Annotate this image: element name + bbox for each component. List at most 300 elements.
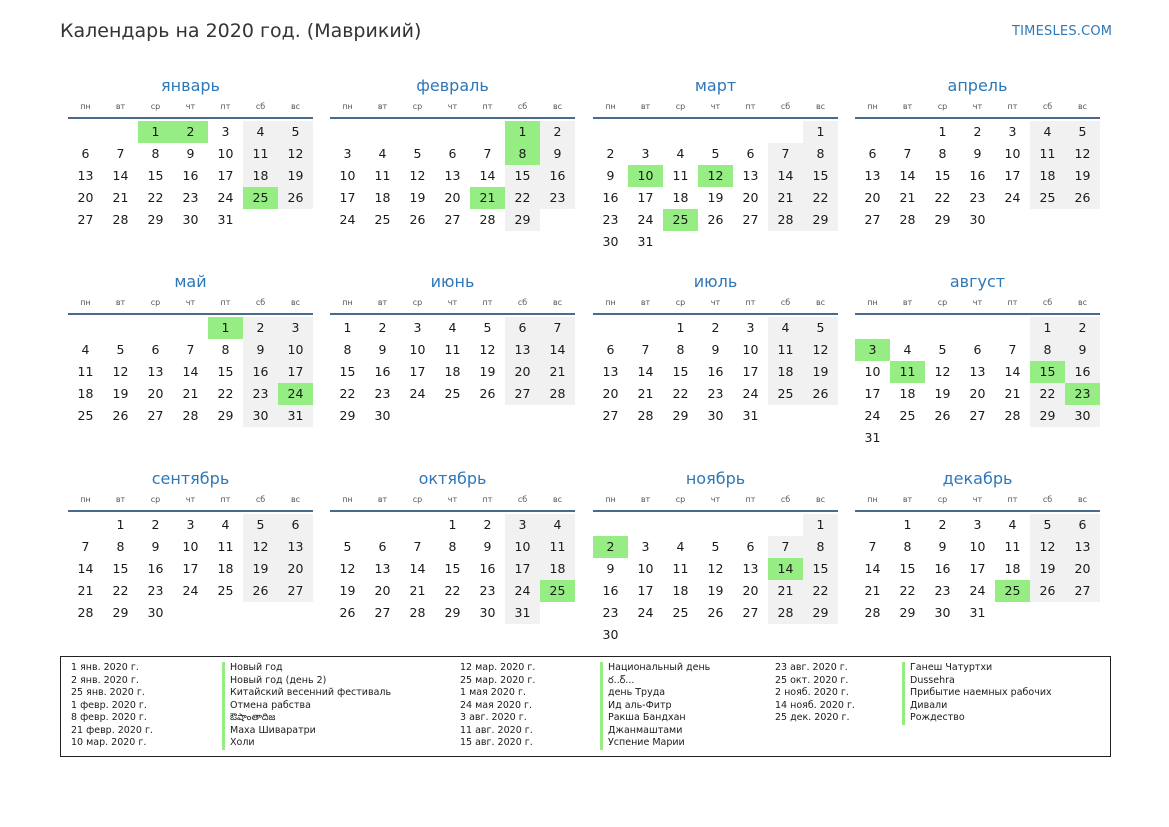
day-cell: 26 bbox=[1065, 187, 1100, 209]
day-cell: 11 bbox=[444, 342, 461, 357]
empty-cell bbox=[733, 121, 768, 143]
weekday-label: вс bbox=[815, 298, 826, 307]
days-grid bbox=[330, 514, 575, 624]
weekday-header bbox=[855, 298, 1100, 313]
month-7 bbox=[593, 270, 838, 427]
day-cell: 26 bbox=[1030, 580, 1065, 602]
weekday-label: сб bbox=[255, 298, 266, 307]
day-cell: 16 bbox=[602, 583, 619, 598]
day-cell: 2 bbox=[540, 121, 575, 143]
day-cell: 18 bbox=[672, 190, 689, 205]
day-cell: 10 bbox=[1004, 146, 1021, 161]
day-cell: 20 bbox=[444, 190, 461, 205]
holiday-names-column-3 bbox=[902, 662, 1052, 725]
day-cell: 24 bbox=[409, 386, 426, 401]
holiday-day-cell: 2 bbox=[593, 536, 628, 558]
weekday-label: вт bbox=[115, 495, 126, 504]
month-divider bbox=[68, 313, 313, 315]
day-cell: 25 bbox=[768, 383, 803, 405]
day-cell: 10 bbox=[339, 168, 356, 183]
holiday-day-cell: 12 bbox=[698, 165, 733, 187]
day-cell: 9 bbox=[243, 339, 278, 361]
weekday-label: ср bbox=[150, 495, 161, 504]
day-cell: 5 bbox=[343, 539, 352, 554]
weekday-label: чт bbox=[185, 495, 196, 504]
holiday-day-cell: 25 bbox=[995, 580, 1030, 602]
weekday-label: вс bbox=[290, 298, 301, 307]
day-cell: 29 bbox=[934, 212, 951, 227]
day-cell: 26 bbox=[339, 605, 356, 620]
day-cell: 21 bbox=[1004, 386, 1021, 401]
day-cell: 28 bbox=[1004, 408, 1021, 423]
holiday-day-cell: 11 bbox=[890, 361, 925, 383]
weekday-label: сб bbox=[1042, 495, 1053, 504]
weekday-label: вт bbox=[640, 298, 651, 307]
day-cell: 12 bbox=[1030, 536, 1065, 558]
day-cell: 11 bbox=[77, 364, 94, 379]
month-name: март bbox=[694, 76, 737, 95]
holiday-day-cell: 2 bbox=[173, 121, 208, 143]
holiday-name: день Труда bbox=[600, 687, 710, 700]
weekday-label: сб bbox=[255, 102, 266, 111]
day-cell: 8 bbox=[803, 143, 838, 165]
day-cell: 14 bbox=[864, 561, 881, 576]
weekday-label: сб bbox=[780, 102, 791, 111]
weekday-header bbox=[593, 102, 838, 117]
day-cell: 20 bbox=[278, 558, 313, 580]
weekday-label: ср bbox=[937, 102, 948, 111]
day-cell: 13 bbox=[742, 561, 759, 576]
day-cell: 30 bbox=[934, 605, 951, 620]
day-cell: 3 bbox=[186, 517, 195, 532]
weekday-label: пт bbox=[745, 495, 756, 504]
weekday-label: ср bbox=[937, 298, 948, 307]
empty-cell bbox=[68, 514, 103, 536]
day-cell: 29 bbox=[1030, 405, 1065, 427]
day-cell: 4 bbox=[768, 317, 803, 339]
day-cell: 10 bbox=[278, 339, 313, 361]
day-cell: 16 bbox=[540, 165, 575, 187]
day-cell: 2 bbox=[606, 146, 615, 161]
weekday-label: ср bbox=[412, 102, 423, 111]
day-cell: 18 bbox=[77, 386, 94, 401]
day-cell: 21 bbox=[899, 190, 916, 205]
month-9 bbox=[68, 467, 313, 624]
day-cell: 11 bbox=[374, 168, 391, 183]
day-cell: 5 bbox=[1065, 121, 1100, 143]
day-cell: 1 bbox=[803, 121, 838, 143]
day-cell: 7 bbox=[81, 539, 90, 554]
day-cell: 8 bbox=[676, 342, 685, 357]
day-cell: 31 bbox=[505, 602, 540, 624]
weekday-label: чт bbox=[710, 495, 721, 504]
weekday-label: ср bbox=[150, 102, 161, 111]
day-cell: 9 bbox=[606, 168, 615, 183]
month-divider bbox=[855, 313, 1100, 315]
day-cell: 17 bbox=[969, 561, 986, 576]
month-12 bbox=[855, 467, 1100, 624]
weekday-label: пт bbox=[1007, 102, 1018, 111]
month-divider bbox=[330, 510, 575, 512]
day-cell: 3 bbox=[973, 517, 982, 532]
empty-cell bbox=[733, 514, 768, 536]
brand-link[interactable]: TIMESLES.COM bbox=[1012, 24, 1113, 39]
holiday-name: Прибытие наемных рабочих bbox=[902, 687, 1052, 700]
month-divider bbox=[330, 313, 575, 315]
day-cell: 6 bbox=[973, 342, 982, 357]
day-cell: 28 bbox=[637, 408, 654, 423]
day-cell: 7 bbox=[641, 342, 650, 357]
day-cell: 7 bbox=[116, 146, 125, 161]
day-cell: 26 bbox=[278, 187, 313, 209]
weekday-label: пн bbox=[342, 495, 353, 504]
day-cell: 31 bbox=[742, 408, 759, 423]
day-cell: 25 bbox=[217, 583, 234, 598]
day-cell: 10 bbox=[182, 539, 199, 554]
weekday-label: пт bbox=[745, 298, 756, 307]
weekday-label: вт bbox=[115, 102, 126, 111]
month-3 bbox=[593, 74, 838, 253]
day-cell: 17 bbox=[182, 561, 199, 576]
weekday-label: вс bbox=[290, 102, 301, 111]
day-cell: 27 bbox=[742, 212, 759, 227]
day-cell: 23 bbox=[707, 386, 724, 401]
holiday-names-column-2 bbox=[600, 662, 710, 750]
day-cell: 9 bbox=[1065, 339, 1100, 361]
day-cell: 4 bbox=[903, 342, 912, 357]
weekday-label: вс bbox=[815, 495, 826, 504]
day-cell: 12 bbox=[112, 364, 129, 379]
month-11 bbox=[593, 467, 838, 646]
day-cell: 19 bbox=[1065, 165, 1100, 187]
weekday-label: чт bbox=[710, 298, 721, 307]
day-cell: 4 bbox=[676, 539, 685, 554]
weekday-label: вс bbox=[1077, 495, 1088, 504]
day-cell: 31 bbox=[864, 430, 881, 445]
day-cell: 14 bbox=[112, 168, 129, 183]
day-cell: 30 bbox=[602, 627, 619, 642]
day-cell: 4 bbox=[1030, 121, 1065, 143]
holiday-date: 12 мар. 2020 г. bbox=[460, 662, 536, 673]
day-cell: 4 bbox=[540, 514, 575, 536]
weekday-label: пт bbox=[745, 102, 756, 111]
day-cell: 18 bbox=[540, 558, 575, 580]
day-cell: 6 bbox=[746, 539, 755, 554]
day-cell: 22 bbox=[803, 187, 838, 209]
day-cell: 19 bbox=[707, 583, 724, 598]
weekday-label: ср bbox=[412, 298, 423, 307]
day-cell: 20 bbox=[864, 190, 881, 205]
day-cell: 30 bbox=[479, 605, 496, 620]
day-cell: 22 bbox=[444, 583, 461, 598]
day-cell: 28 bbox=[182, 408, 199, 423]
day-cell: 8 bbox=[151, 146, 160, 161]
day-cell: 2 bbox=[1065, 317, 1100, 339]
day-cell: 15 bbox=[112, 561, 129, 576]
day-cell: 22 bbox=[112, 583, 129, 598]
month-divider bbox=[593, 117, 838, 119]
empty-cell bbox=[593, 121, 628, 143]
day-cell: 6 bbox=[746, 146, 755, 161]
day-cell: 1 bbox=[116, 517, 125, 532]
day-cell: 7 bbox=[540, 317, 575, 339]
holiday-name: Dussehra bbox=[902, 675, 1052, 688]
day-cell: 18 bbox=[1030, 165, 1065, 187]
weekday-label: вс bbox=[552, 495, 563, 504]
day-cell: 24 bbox=[637, 212, 654, 227]
day-cell: 23 bbox=[374, 386, 391, 401]
holiday-day-cell: 25 bbox=[540, 580, 575, 602]
day-cell: 14 bbox=[899, 168, 916, 183]
day-cell: 20 bbox=[969, 386, 986, 401]
day-cell: 3 bbox=[746, 320, 755, 335]
weekday-label: пт bbox=[220, 495, 231, 504]
day-cell: 13 bbox=[742, 168, 759, 183]
day-cell: 5 bbox=[483, 320, 492, 335]
day-cell: 10 bbox=[969, 539, 986, 554]
month-name: август bbox=[949, 272, 1006, 291]
holiday-date: 23 авг. 2020 г. bbox=[775, 662, 848, 673]
month-divider bbox=[855, 510, 1100, 512]
weekday-label: пт bbox=[220, 298, 231, 307]
day-cell: 23 bbox=[602, 212, 619, 227]
day-cell: 5 bbox=[711, 539, 720, 554]
day-cell: 30 bbox=[182, 212, 199, 227]
weekday-label: чт bbox=[972, 495, 983, 504]
holiday-name: Дивали bbox=[902, 700, 1052, 713]
holiday-name: Китайский весенний фестиваль bbox=[222, 687, 391, 700]
days-grid bbox=[855, 514, 1100, 624]
day-cell: 18 bbox=[1004, 561, 1021, 576]
weekday-label: чт bbox=[972, 298, 983, 307]
empty-cell bbox=[330, 514, 365, 536]
weekday-header bbox=[330, 495, 575, 510]
day-cell: 31 bbox=[217, 212, 234, 227]
weekday-label: чт bbox=[185, 102, 196, 111]
day-cell: 18 bbox=[374, 190, 391, 205]
weekday-header bbox=[330, 102, 575, 117]
day-cell: 14 bbox=[1004, 364, 1021, 379]
day-cell: 16 bbox=[479, 561, 496, 576]
day-cell: 13 bbox=[444, 168, 461, 183]
holiday-date: 25 дек. 2020 г. bbox=[775, 712, 850, 723]
weekday-label: чт bbox=[447, 102, 458, 111]
holiday-name: Новый год bbox=[222, 662, 391, 675]
day-cell: 21 bbox=[112, 190, 129, 205]
day-cell: 3 bbox=[413, 320, 422, 335]
day-cell: 15 bbox=[339, 364, 356, 379]
day-cell: 26 bbox=[707, 212, 724, 227]
day-cell: 6 bbox=[1065, 514, 1100, 536]
weekday-header bbox=[593, 298, 838, 313]
day-cell: 30 bbox=[243, 405, 278, 427]
day-cell: 28 bbox=[409, 605, 426, 620]
day-cell: 15 bbox=[147, 168, 164, 183]
day-cell: 15 bbox=[899, 561, 916, 576]
weekday-label: пн bbox=[80, 102, 91, 111]
day-cell: 22 bbox=[217, 386, 234, 401]
day-cell: 4 bbox=[1008, 517, 1017, 532]
day-cell: 21 bbox=[768, 187, 803, 209]
day-cell: 24 bbox=[742, 386, 759, 401]
weekday-label: вт bbox=[115, 298, 126, 307]
holiday-name: Рождество bbox=[902, 712, 1052, 725]
weekday-label: вт bbox=[640, 102, 651, 111]
weekday-label: пн bbox=[605, 102, 616, 111]
empty-cell bbox=[925, 317, 960, 339]
day-cell: 12 bbox=[707, 561, 724, 576]
day-cell: 21 bbox=[864, 583, 881, 598]
day-cell: 29 bbox=[339, 408, 356, 423]
day-cell: 4 bbox=[221, 517, 230, 532]
day-cell: 19 bbox=[112, 386, 129, 401]
day-cell: 27 bbox=[864, 212, 881, 227]
day-cell: 22 bbox=[505, 187, 540, 209]
day-cell: 5 bbox=[1030, 514, 1065, 536]
weekday-label: вт bbox=[377, 495, 388, 504]
day-cell: 7 bbox=[868, 539, 877, 554]
day-cell: 16 bbox=[707, 364, 724, 379]
day-cell: 29 bbox=[505, 209, 540, 231]
holiday-day-cell: 25 bbox=[243, 187, 278, 209]
day-cell: 10 bbox=[409, 342, 426, 357]
empty-cell bbox=[173, 317, 208, 339]
day-cell: 27 bbox=[147, 408, 164, 423]
day-cell: 24 bbox=[1004, 190, 1021, 205]
day-cell: 1 bbox=[1030, 317, 1065, 339]
day-cell: 5 bbox=[938, 342, 947, 357]
day-cell: 12 bbox=[409, 168, 426, 183]
day-cell: 29 bbox=[147, 212, 164, 227]
holiday-date: 1 февр. 2020 г. bbox=[71, 699, 147, 711]
month-6 bbox=[330, 270, 575, 427]
day-cell: 4 bbox=[81, 342, 90, 357]
day-cell: 6 bbox=[505, 317, 540, 339]
day-cell: 29 bbox=[217, 408, 234, 423]
empty-cell bbox=[400, 121, 435, 143]
day-cell: 27 bbox=[505, 383, 540, 405]
month-5 bbox=[68, 270, 313, 427]
page-title: Календарь на 2020 год. (Маврикий) bbox=[60, 20, 422, 42]
day-cell: 1 bbox=[676, 320, 685, 335]
weekday-label: сб bbox=[1042, 102, 1053, 111]
holiday-day-cell: 8 bbox=[505, 143, 540, 165]
day-cell: 24 bbox=[505, 580, 540, 602]
weekday-label: пн bbox=[867, 102, 878, 111]
days-grid bbox=[593, 121, 838, 253]
day-cell: 9 bbox=[938, 539, 947, 554]
day-cell: 21 bbox=[77, 583, 94, 598]
month-divider bbox=[855, 117, 1100, 119]
day-cell: 22 bbox=[672, 386, 689, 401]
day-cell: 11 bbox=[217, 539, 234, 554]
day-cell: 19 bbox=[243, 558, 278, 580]
day-cell: 2 bbox=[711, 320, 720, 335]
holiday-name: ఔషాంతాదిజ bbox=[222, 712, 391, 725]
day-cell: 20 bbox=[505, 361, 540, 383]
day-cell: 29 bbox=[444, 605, 461, 620]
month-name: ноябрь bbox=[685, 469, 746, 488]
day-cell: 29 bbox=[672, 408, 689, 423]
day-cell: 30 bbox=[147, 605, 164, 620]
day-cell: 23 bbox=[602, 605, 619, 620]
weekday-label: вт bbox=[902, 102, 913, 111]
day-cell: 18 bbox=[768, 361, 803, 383]
weekday-label: чт bbox=[710, 102, 721, 111]
day-cell: 21 bbox=[637, 386, 654, 401]
day-cell: 11 bbox=[1004, 539, 1021, 554]
day-cell: 3 bbox=[641, 539, 650, 554]
holiday-name: Новый год (день 2) bbox=[222, 675, 391, 688]
day-cell: 24 bbox=[637, 605, 654, 620]
empty-cell bbox=[400, 514, 435, 536]
day-cell: 6 bbox=[278, 514, 313, 536]
weekday-label: пн bbox=[342, 298, 353, 307]
day-cell: 10 bbox=[742, 342, 759, 357]
day-cell: 3 bbox=[1008, 124, 1017, 139]
holiday-date: 21 февр. 2020 г. bbox=[71, 724, 153, 736]
weekday-label: ср bbox=[937, 495, 948, 504]
day-cell: 1 bbox=[938, 124, 947, 139]
weekday-label: пт bbox=[1007, 495, 1018, 504]
day-cell: 1 bbox=[448, 517, 457, 532]
holiday-name: Успение Марии bbox=[600, 737, 710, 750]
day-cell: 12 bbox=[1065, 143, 1100, 165]
day-cell: 11 bbox=[672, 168, 689, 183]
day-cell: 29 bbox=[112, 605, 129, 620]
day-cell: 10 bbox=[217, 146, 234, 161]
empty-cell bbox=[628, 514, 663, 536]
holiday-date: 2 янв. 2020 г. bbox=[71, 674, 139, 686]
day-cell: 19 bbox=[1030, 558, 1065, 580]
day-cell: 19 bbox=[934, 386, 951, 401]
day-cell: 27 bbox=[278, 580, 313, 602]
day-cell: 8 bbox=[343, 342, 352, 357]
holiday-dates-column-1 bbox=[71, 662, 153, 750]
weekday-label: пн bbox=[867, 298, 878, 307]
weekday-label: чт bbox=[185, 298, 196, 307]
day-cell: 27 bbox=[77, 212, 94, 227]
day-cell: 13 bbox=[374, 561, 391, 576]
weekday-label: пн bbox=[605, 495, 616, 504]
day-cell: 14 bbox=[637, 364, 654, 379]
day-cell: 11 bbox=[768, 339, 803, 361]
day-cell: 22 bbox=[147, 190, 164, 205]
day-cell: 18 bbox=[217, 561, 234, 576]
day-cell: 8 bbox=[448, 539, 457, 554]
weekday-header bbox=[68, 102, 313, 117]
day-cell: 15 bbox=[444, 561, 461, 576]
day-cell: 9 bbox=[151, 539, 160, 554]
days-grid bbox=[68, 121, 313, 231]
weekday-label: сб bbox=[1042, 298, 1053, 307]
day-cell: 19 bbox=[409, 190, 426, 205]
weekday-label: сб bbox=[517, 102, 528, 111]
day-cell: 20 bbox=[742, 190, 759, 205]
days-grid bbox=[68, 514, 313, 624]
empty-cell bbox=[890, 121, 925, 143]
empty-cell bbox=[855, 121, 890, 143]
holiday-day-cell: 3 bbox=[855, 339, 890, 361]
day-cell: 13 bbox=[278, 536, 313, 558]
month-10 bbox=[330, 467, 575, 624]
day-cell: 15 bbox=[505, 165, 540, 187]
weekday-label: вт bbox=[902, 298, 913, 307]
holiday-names-column-1 bbox=[222, 662, 391, 750]
day-cell: 30 bbox=[707, 408, 724, 423]
weekday-label: вс bbox=[1077, 298, 1088, 307]
day-cell: 16 bbox=[147, 561, 164, 576]
